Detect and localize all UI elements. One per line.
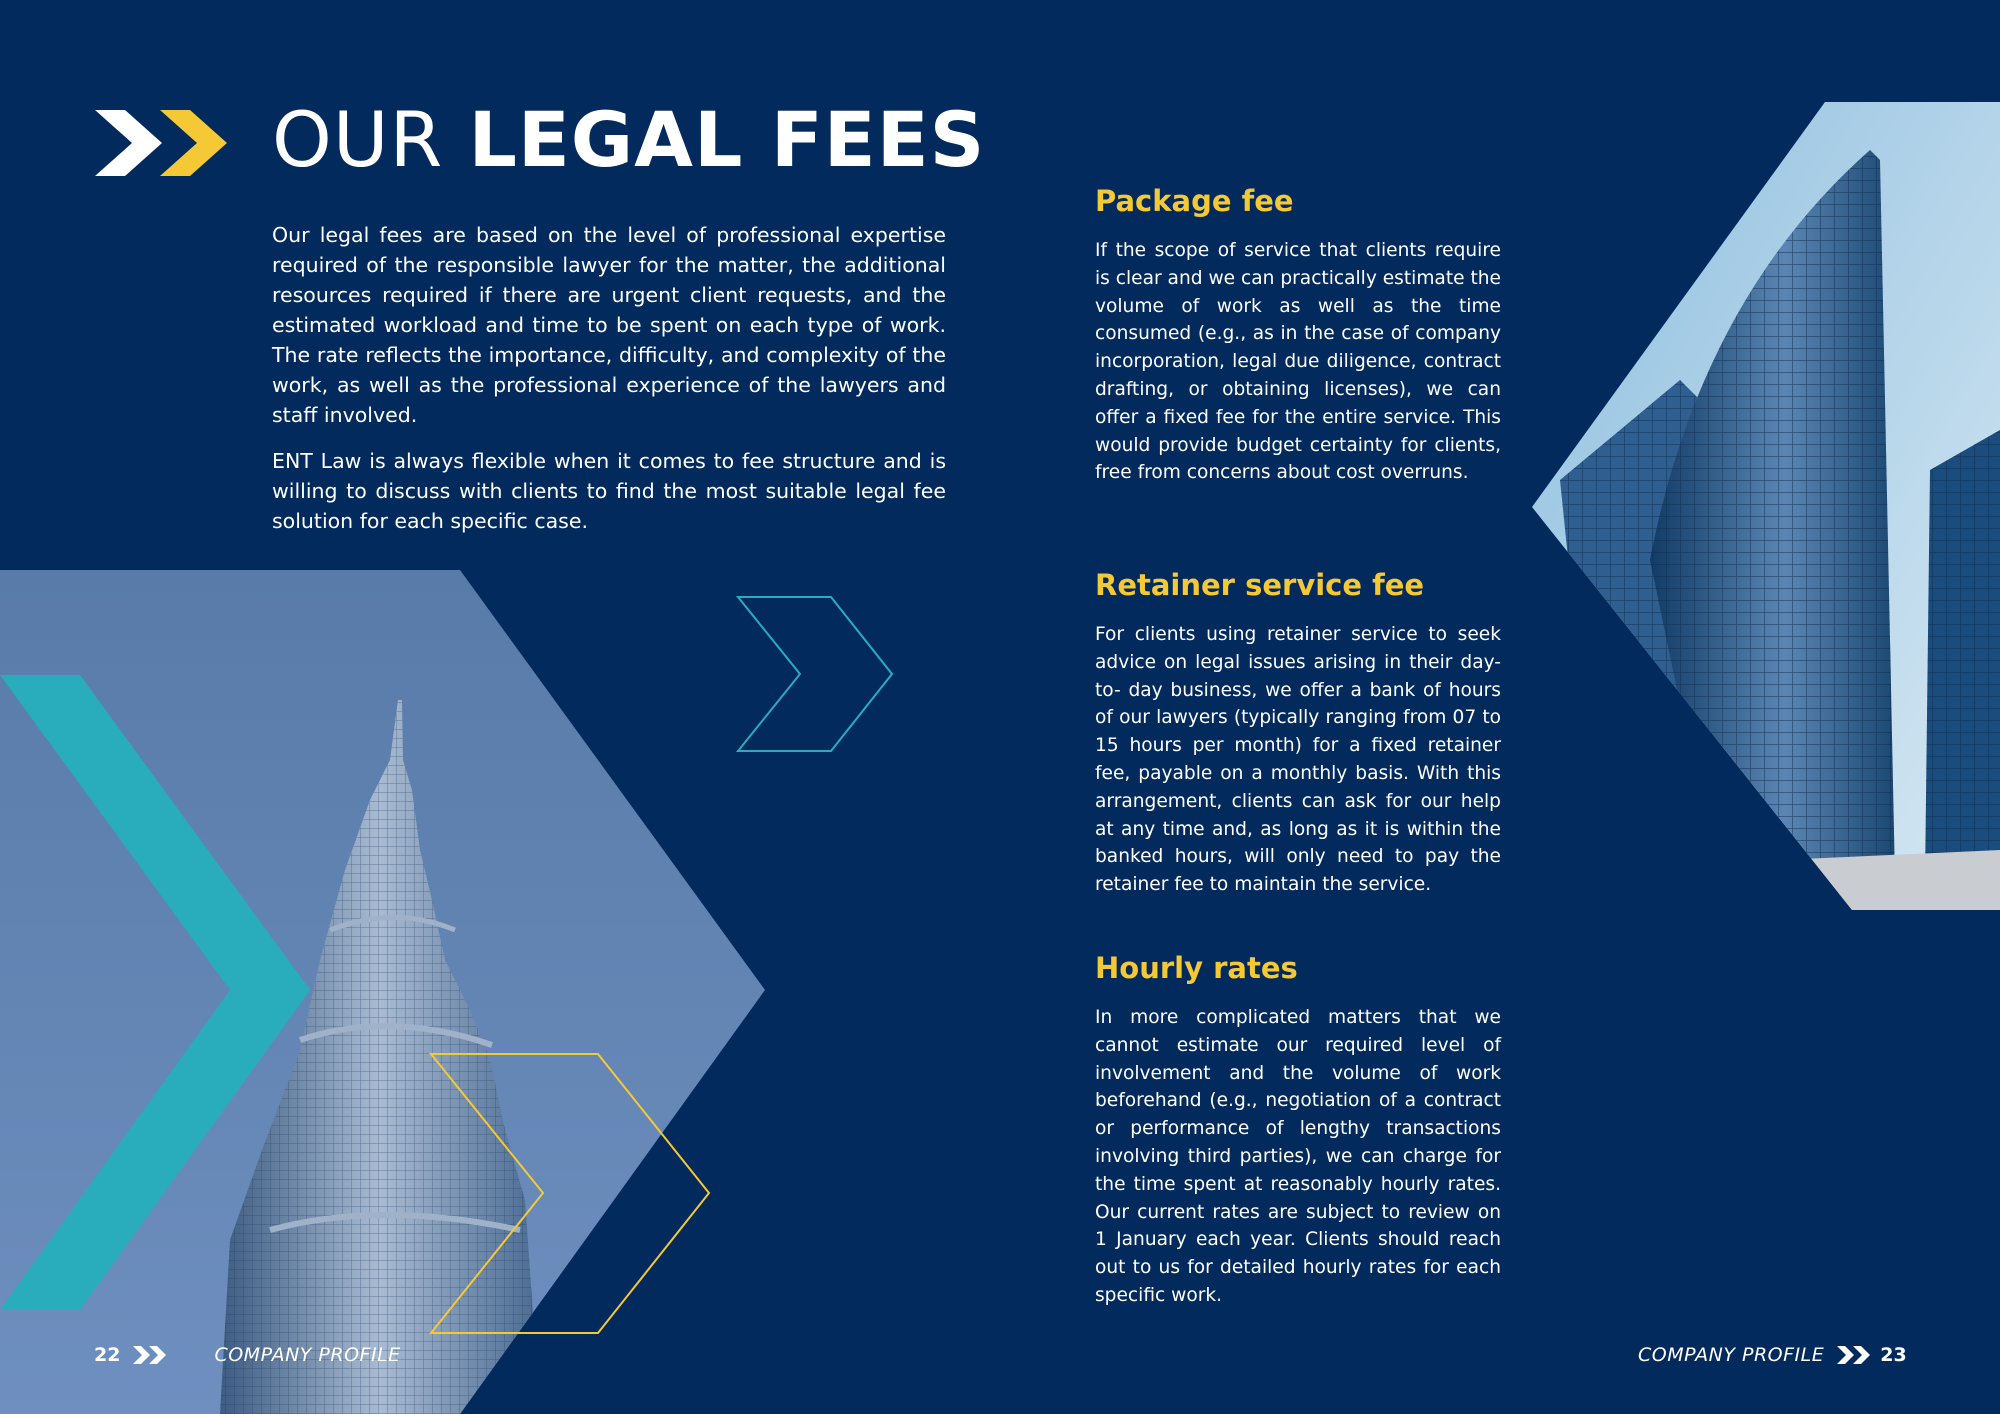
section-heading: Package fee bbox=[1095, 184, 1294, 218]
page-number-right: 23 bbox=[1880, 1344, 1907, 1366]
page-number-left: 22 bbox=[94, 1344, 121, 1366]
right-building-photo bbox=[1530, 100, 2000, 912]
footer-label-left: COMPANY PROFILE bbox=[214, 1344, 401, 1366]
footer-right bbox=[1638, 1340, 1907, 1370]
intro-paragraph-1: Our legal fees are based on the level of professional expertise required of the responsible lawyer for the matter, the additional resources required if there are urgent client requests, and the estimated workload and time to be spent on each type of work. The rate reflects the importance, difficulty, and complexity of the work, as well as the professional experience of the lawyers and staff involved. bbox=[272, 223, 946, 427]
section-text: For clients using retainer service to seek advice on legal issues arising in their day-to- day business, we offer a bank of hours of our lawyers (typically ranging from 07 to 15 hours per month) for a fixed retainer fee, payable on a monthly basis. With this arrangement, clients can ask for our help at any time and, as long as it is within the banked hours, will only need to pay the retainer fee to maintain the service. bbox=[1095, 624, 1501, 896]
footer-label-right: COMPANY PROFILE bbox=[1638, 1344, 1825, 1366]
teal-chevron-outline bbox=[738, 597, 892, 751]
section-heading: Hourly rates bbox=[1095, 951, 1298, 985]
double-chevron-icon bbox=[95, 110, 227, 176]
left-building-photo bbox=[0, 570, 780, 1414]
section-heading: Retainer service fee bbox=[1095, 568, 1425, 602]
section-package-fee bbox=[1095, 183, 1501, 487]
section-text: In more complicated matters that we cannot estimate our required level of involvement and the volume of work beforehand (e.g., negotiation of a contract or performance of lengthy transactions involving third parties), we can charge for the time spent at reasonably hourly rates. Our current rates are subject to review on 1 January each year. Clients should reach out to us for detailed hourly rates for each specific work. bbox=[1095, 1007, 1501, 1306]
intro-text bbox=[272, 220, 946, 552]
page-title bbox=[272, 92, 985, 188]
section-text: If the scope of service that clients require is clear and we can practically estimate the volume of work as well as the time consumed (e.g., as in the case of company incorporation, legal due diligence, contract drafting, or obtaining licenses), we can offer a fixed fee for the entire service. This would provide budget certainty for clients, free from concerns about cost overruns. bbox=[1095, 240, 1501, 484]
page-title-light: OUR bbox=[272, 95, 444, 184]
section-retainer-fee bbox=[1095, 567, 1501, 899]
intro-paragraph-2: ENT Law is always flexible when it comes to fee structure and is willing to discuss with clients to find the most suitable legal fee solution for each specific case. bbox=[272, 449, 946, 533]
section-hourly-rates bbox=[1095, 950, 1501, 1310]
footer-left bbox=[94, 1340, 401, 1370]
page-title-bold: LEGAL FEES bbox=[468, 95, 986, 184]
